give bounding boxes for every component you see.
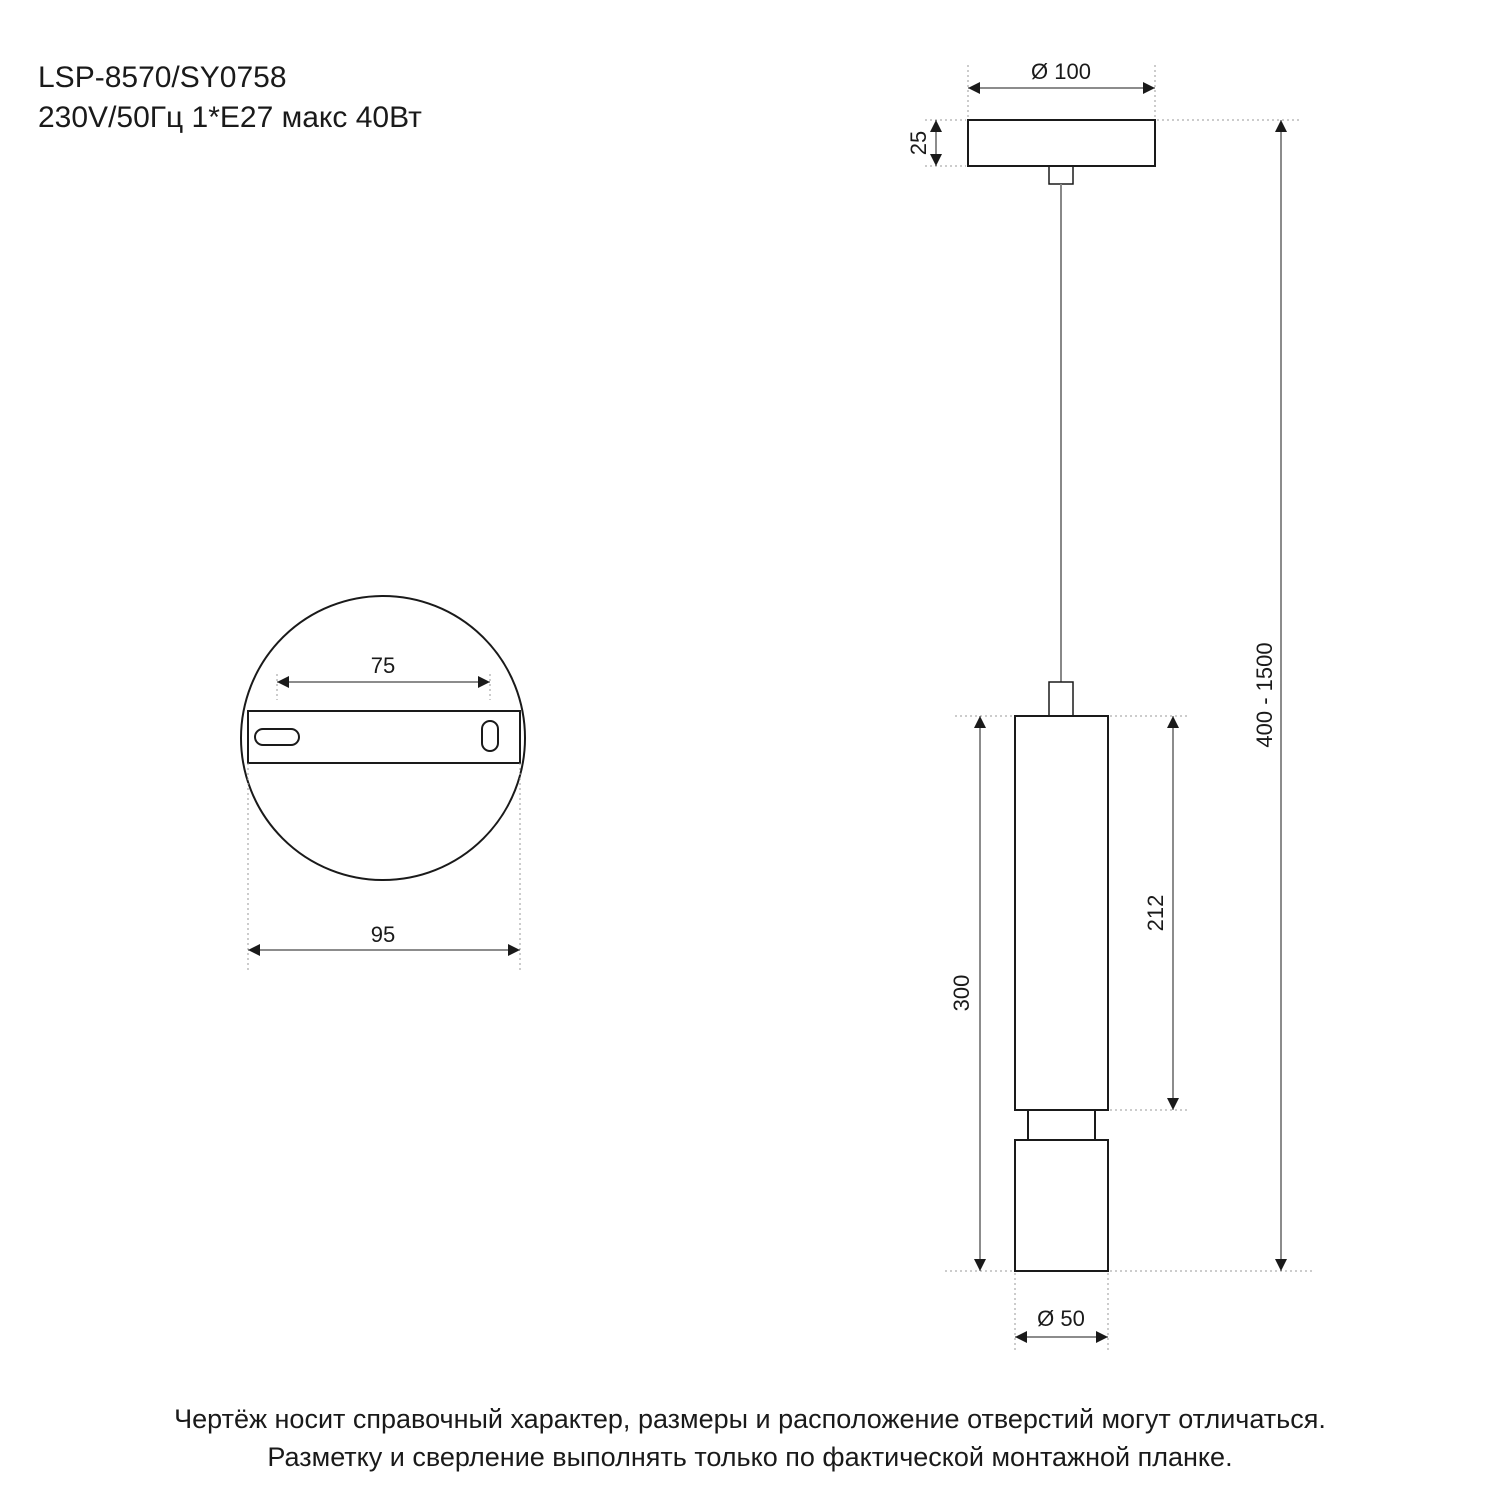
shade-diameter-label: Ø 50 <box>1037 1306 1085 1331</box>
footnote-line-2: Разметку и сверление выполнять только по фактической монтажной планке. <box>267 1442 1233 1472</box>
bracket-slot-left <box>255 729 299 745</box>
body-length-label: 300 <box>948 974 974 1012</box>
model-number: LSP-8570/SY0758 <box>38 61 287 94</box>
shade-connector <box>1028 1110 1095 1140</box>
hole-spacing-label: 75 <box>370 653 396 678</box>
lower-shade <box>1015 1140 1108 1271</box>
pendant-side-view <box>906 59 1315 1352</box>
base-diameter-label: 95 <box>370 922 396 947</box>
mounting-bracket <box>248 711 520 763</box>
electrical-spec: 230V/50Гц 1*E27 макс 40Вт <box>38 101 422 134</box>
drawing-footnote <box>0 1400 1500 1476</box>
footnote-line-1: Чертёж носит справочный характер, размеры и расположение отверстий могут отличаться. <box>174 1404 1326 1434</box>
canopy <box>968 120 1155 166</box>
shade-cable-grip <box>1049 682 1073 716</box>
canopy-height-label: 25 <box>905 130 931 156</box>
bracket-slot-right <box>482 721 498 751</box>
canopy-cable-grip <box>1049 166 1073 184</box>
overall-length-label: 400 - 1500 <box>1251 642 1277 748</box>
canopy-diameter-label: Ø 100 <box>1031 59 1091 84</box>
upper-shade <box>1015 716 1108 1110</box>
canopy-top-view <box>241 596 525 972</box>
shade-length-label: 212 <box>1142 894 1168 932</box>
